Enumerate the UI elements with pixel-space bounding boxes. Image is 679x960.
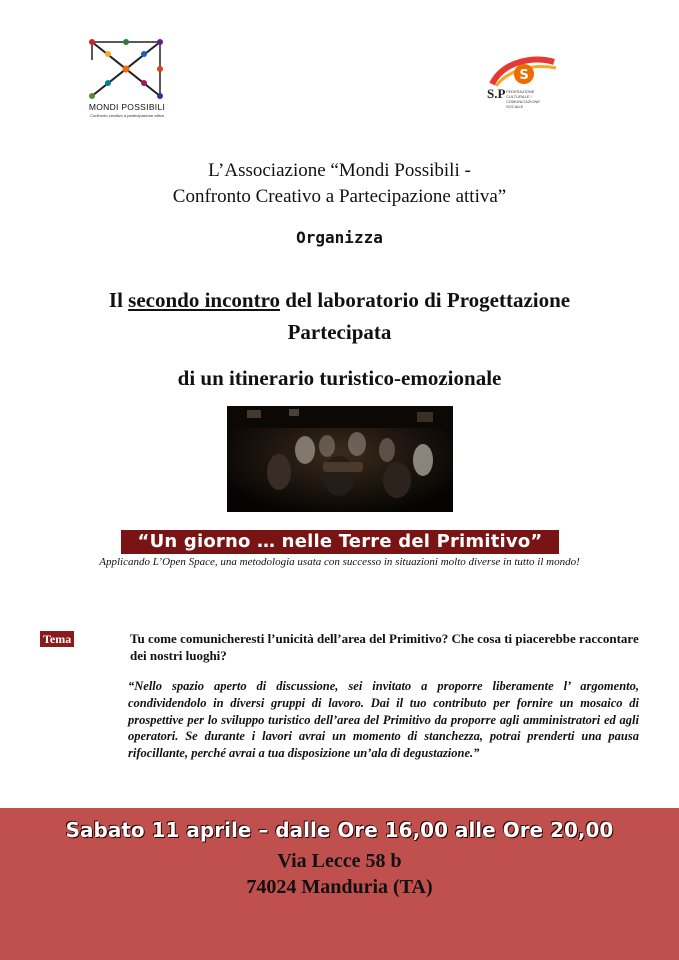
open-space-note: Applicando L’Open Space, una metodologia usata con successo in situazioni molto diverse in tutto il mondo! [99,556,580,568]
headline-underlined: secondo incontro [128,288,281,312]
quote-text: “Nello spazio aperto di discussione, sei invitato a proporre liberamente l’ argomento, condividendolo in diversi gruppi di lavoro. Dai il tuo contributo per fornire un mosaico di prospettive per lo sviluppo turistico dell’area del Primitivo da proporre agli amministratori ed agli operatori. Se durante i lavori avrai un momento di stanchezza, potrai prenderti una pausa rifocillante, perché avrai a tua disposizione un’ala di degustazione.” [128,679,639,761]
association-line-2: Confronto Creativo a Partecipazione attiva” [172,186,507,207]
headline-pre: Il [108,288,129,312]
tema-question: Tu come comunicheresti l’unicità dell’area del Primitivo? Che cosa ti piacerebbe raccontare dei nostri luoghi? [130,631,639,663]
organizza-heading: Organizza [296,228,383,247]
logo-right-mark: S.P [487,86,506,101]
address-street: Via Lecce 58 b [277,850,402,872]
tema-label: Tema [40,631,74,647]
event-address [0,848,679,900]
association-line-1: L’Associazione “Mondi Possibili - [208,160,471,181]
quote-paragraph [128,678,639,762]
logo-right-text: FEDERAZIONE CULTURALE / COMUNICAZIONE SOCIALE [506,89,540,109]
sp-federation-logo [484,56,558,109]
headline-post: del laboratorio di Progettazione [280,288,571,312]
headline-line-3: di un itinerario turistico-emozionale [177,366,502,390]
logo-left-name: MONDI POSSIBILI [88,102,166,112]
headline-line-1 [0,288,679,313]
logo-left-tagline: Confronto creativo a partecipazione attiva [90,113,164,118]
event-title-banner: “Un giorno … nelle Terre del Primitivo” [121,530,559,554]
headline-line-2: Partecipata [287,320,392,344]
event-date: Sabato 11 aprile – dalle Ore 16,00 alle Ore 20,00 [65,818,614,842]
address-city: 74024 Manduria (TA) [246,876,433,898]
workshop-photo [227,406,453,512]
svg-text:S: S [519,68,529,83]
mondi-possibili-logo [82,38,172,122]
